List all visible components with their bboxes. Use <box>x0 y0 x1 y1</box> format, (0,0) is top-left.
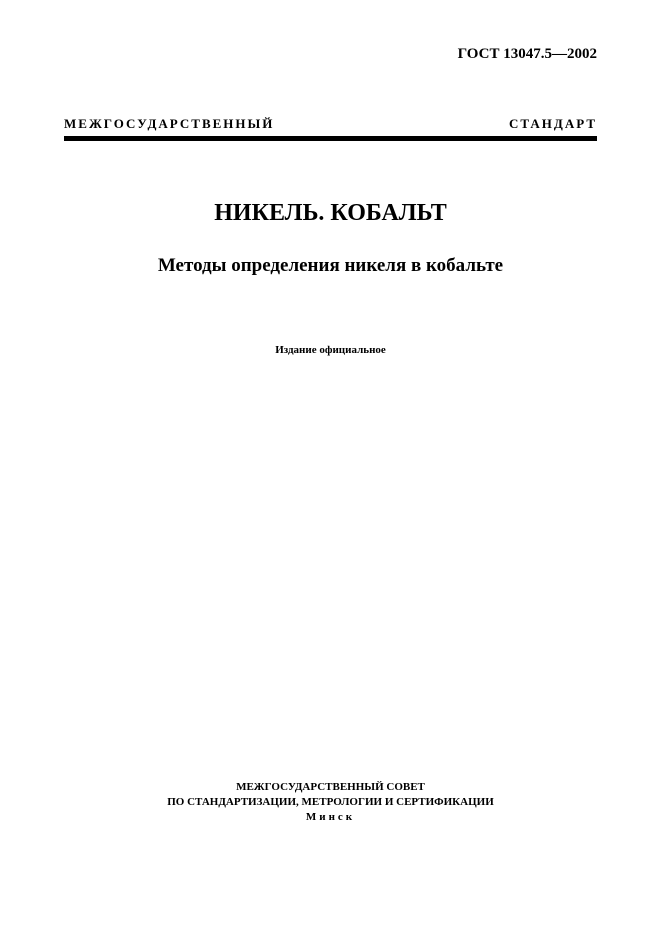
page-title: НИКЕЛЬ. КОБАЛЬТ <box>214 200 447 226</box>
standard-kind-heading: МЕЖГОСУДАРСТВЕННЫЙ СТАНДАРТ <box>64 116 597 131</box>
publisher-block <box>0 780 661 825</box>
council-line-2: ПО СТАНДАРТИЗАЦИИ, МЕТРОЛОГИИ И СЕРТИФИКАЦИИ <box>167 796 494 808</box>
publisher-city: Минск <box>305 811 356 823</box>
header-rule <box>64 136 597 141</box>
document-code: ГОСТ 13047.5—2002 <box>457 46 597 62</box>
page-subtitle: Методы определения никеля в кобальте <box>157 255 504 276</box>
edition-label: Издание официальное <box>275 344 386 356</box>
council-line-1: МЕЖГОСУДАРСТВЕННЫЙ СОВЕТ <box>236 781 425 793</box>
